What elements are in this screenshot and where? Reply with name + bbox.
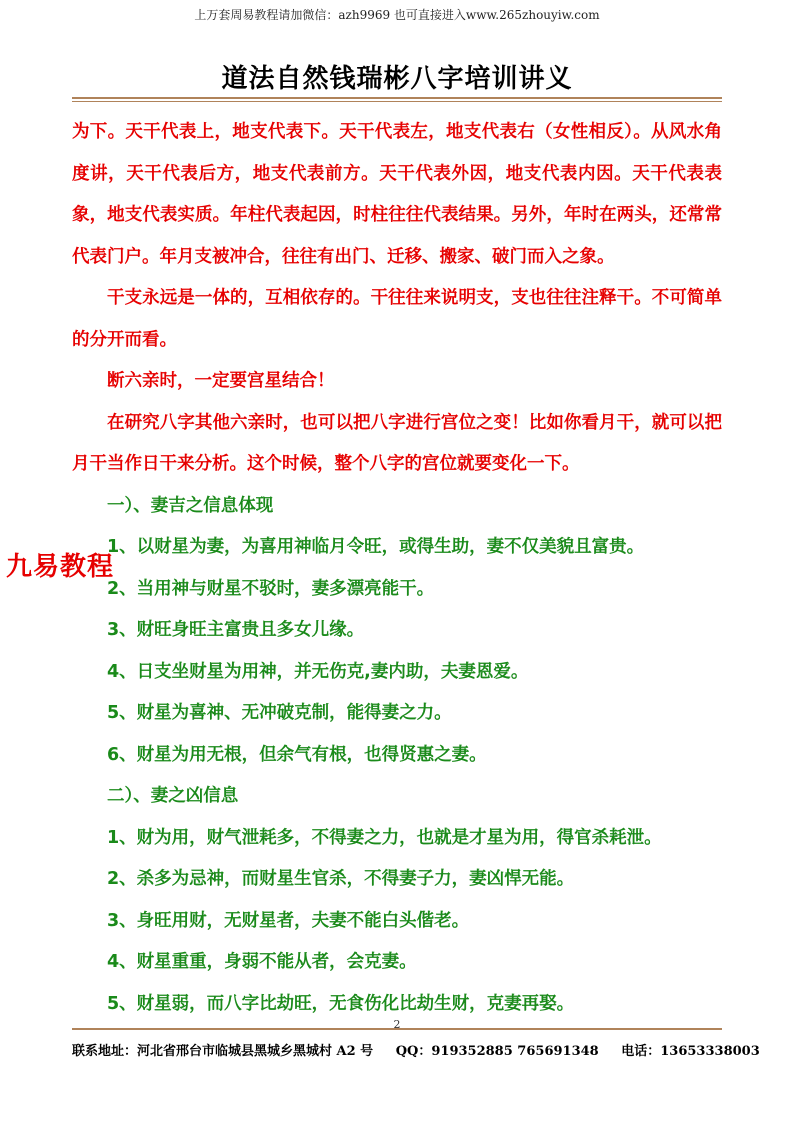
list-item: 3、身旺用财，无财星者，夫妻不能白头偕老。 (107, 910, 470, 931)
document-title: 道法自然钱瑞彬八字培训讲义 (221, 64, 573, 94)
page-number: 2 (393, 1018, 401, 1031)
list-item: 2、当用神与财星不驳时，妻多漂亮能干。 (107, 578, 435, 599)
footer-qq: QQ：919352885 765691348 (395, 1044, 599, 1059)
list-item: 4、财星重重，身弱不能从者，会克妻。 (107, 952, 417, 972)
list-item: 1、以财星为妻，为喜用神临月令旺，或得生助，妻不仅美貌且富贵。 (107, 537, 645, 557)
list-item: 5、财星弱，而八字比劫旺，无食伤化比劫生财，克妻再娶。 (107, 993, 575, 1014)
footer-phone: 电话：13653338003 (621, 1044, 760, 1059)
intro-paragraph-2: 干支永远是一体的，互相依存的。干往往来说明支，支也往往注释干。不可简单的分开而看。 (72, 288, 722, 350)
intro-paragraph-1: 为下。天干代表上，地支代表下。天干代表左，地支代表右（女性相反）。从风水角度讲，天干代表后方，地支代表前方。天干代表外因，地支代表内因。天干代表表象，地支代表实质。年柱代表起因，时柱往往代表结果。另外，年时在两头，还常常代表门户。年月支被冲合，往往有出门、迁移、搬家、破门而入之象。 (72, 122, 722, 267)
list-item: 6、财星为用无根，但余气有根，也得贤惠之妻。 (107, 744, 487, 765)
footer-divider (72, 1028, 722, 1030)
list-item: 4、日支坐财星为用神，并无伤克,妻内助，夫妻恩爱。 (107, 661, 529, 682)
list-item: 2、杀多为忌神，而财星生官杀，不得妻子力，妻凶悍无能。 (107, 869, 575, 889)
list-item: 3、财旺身旺主富贵且多女儿缘。 (107, 620, 365, 640)
list-item: 5、财星为喜神、无冲破克制，能得妻之力。 (107, 703, 452, 723)
watermark-logo: 九易教程 (6, 552, 115, 582)
intro-paragraph-3: 断六亲时，一定要宫星结合！ (107, 371, 335, 391)
footer (72, 1040, 760, 1059)
list-item: 1、财为用，财气泄耗多，不得妻之力，也就是才星为用，得官杀耗泄。 (107, 827, 662, 848)
section-bad-heading: 二）、妻之凶信息 (107, 786, 239, 806)
top-notice: 上万套周易教程请加微信：azh9969 也可直接进入www.265zhouyiw.com (194, 8, 600, 22)
header-divider (72, 97, 722, 102)
document-body (72, 112, 722, 1025)
intro-paragraph-4: 在研究八字其他六亲时，也可以把八字进行宫位之变！比如你看月干，就可以把月干当作日干来分析。这个时候，整个八字的宫位就要变化一下。 (72, 412, 722, 474)
section-good-heading: 一）、妻吉之信息体现 (107, 495, 274, 516)
footer-address: 联系地址：河北省邢台市临城县黑城乡黑城村 A2 号 (72, 1044, 374, 1059)
